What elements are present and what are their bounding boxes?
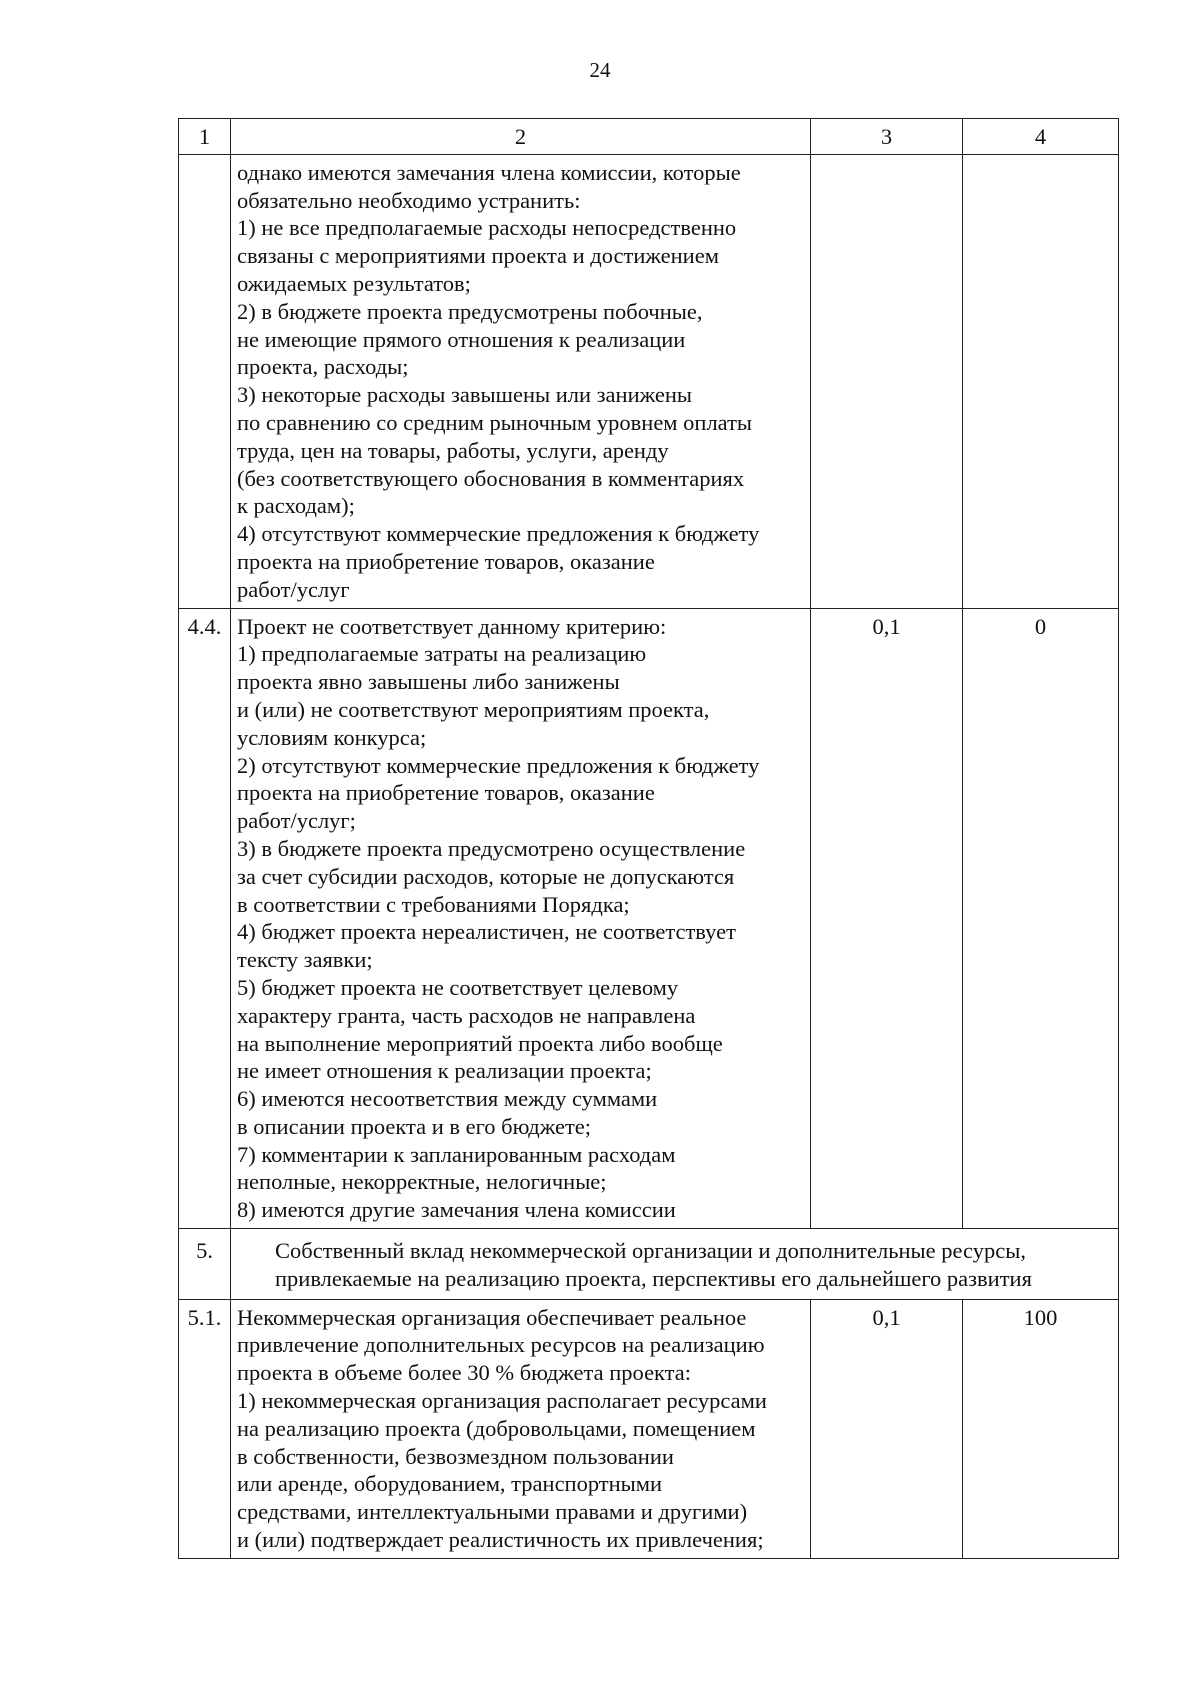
text-line: связаны с мероприятиями проекта и достижением xyxy=(237,243,719,269)
text-line: к расходам); xyxy=(237,493,355,519)
text-line: 5) бюджет проекта не соответствует целевому xyxy=(237,974,679,1000)
text-line: не имеет отношения к реализации проекта; xyxy=(237,1058,652,1084)
text-line: Некоммерческая организация обеспечивает реальное xyxy=(237,1304,747,1330)
text-line: по сравнению со средним рыночным уровнем оплаты xyxy=(237,409,753,435)
coefficient-cell: 0,1 xyxy=(811,608,963,1229)
text-line: в собственности, безвозмездном пользовании xyxy=(237,1443,674,1469)
row-number-cell: 4.4. xyxy=(179,608,231,1229)
column-header-1: 1 xyxy=(179,119,231,155)
text-line: условиям конкурса; xyxy=(237,724,427,750)
text-line: 7) комментарии к запланированным расходам xyxy=(237,1141,676,1167)
column-header-3: 3 xyxy=(811,119,963,155)
row-number-cell: 5. xyxy=(179,1229,231,1300)
score-cell: 100 xyxy=(963,1299,1119,1558)
text-line: 1) не все предполагаемые расходы непосредственно xyxy=(237,215,737,241)
table-row-4-4 xyxy=(179,608,1119,1229)
text-line: 3) некоторые расходы завышены или занижены xyxy=(237,382,693,408)
table-header-row xyxy=(179,119,1119,155)
text-line: тексту заявки; xyxy=(237,947,373,973)
column-header-4: 4 xyxy=(963,119,1119,155)
table-row-continuation xyxy=(179,154,1119,608)
text-line: Проект не соответствует данному критерию: xyxy=(237,613,667,639)
coefficient-cell xyxy=(811,154,963,608)
text-line: 8) имеются другие замечания члена комиссии xyxy=(237,1197,676,1223)
text-line: привлечение дополнительных ресурсов на реализацию xyxy=(237,1332,765,1358)
text-line: Собственный вклад некоммерческой организации и дополнительные ресурсы, xyxy=(275,1238,1026,1264)
criteria-table xyxy=(178,118,1119,1559)
row-number-cell xyxy=(179,154,231,608)
text-line: неполные, некорректные, нелогичные; xyxy=(237,1169,607,1195)
text-line: 1) некоммерческая организация располагает ресурсами xyxy=(237,1388,767,1414)
score-cell xyxy=(963,154,1119,608)
text-line: 3) в бюджете проекта предусмотрено осуществление xyxy=(237,835,746,861)
text-line: не имеющие прямого отношения к реализации xyxy=(237,326,686,352)
text-line: работ/услуг; xyxy=(237,808,356,834)
column-header-2: 2 xyxy=(231,119,811,155)
text-line: на выполнение мероприятий проекта либо вообще xyxy=(237,1030,723,1056)
criterion-text-cell xyxy=(231,1299,811,1558)
text-line: на реализацию проекта (добровольцами, помещением xyxy=(237,1415,756,1441)
text-line: и (или) подтверждает реалистичность их привлечения; xyxy=(237,1527,764,1553)
text-line: ожидаемых результатов; xyxy=(237,270,471,296)
score-cell: 0 xyxy=(963,608,1119,1229)
section-title-cell xyxy=(231,1229,1119,1300)
text-line: привлекаемые на реализацию проекта, перспективы его дальнейшего развития xyxy=(275,1265,1032,1291)
text-line: 2) отсутствуют коммерческие предложения к бюджету xyxy=(237,752,760,778)
text-line: проекта в объеме более 30 % бюджета проекта: xyxy=(237,1360,692,1386)
text-line: (без соответствующего обоснования в комментариях xyxy=(237,465,745,491)
text-line: или аренде, оборудованием, транспортными xyxy=(237,1471,663,1497)
coefficient-cell: 0,1 xyxy=(811,1299,963,1558)
text-line: 6) имеются несоответствия между суммами xyxy=(237,1086,658,1112)
text-line: средствами, интеллектуальными правами и другими) xyxy=(237,1499,748,1525)
criterion-text-cell xyxy=(231,154,811,608)
text-line: 2) в бюджете проекта предусмотрены побочные, xyxy=(237,298,703,324)
table-row-5-1 xyxy=(179,1299,1119,1558)
text-line: работ/услуг xyxy=(237,576,350,602)
text-line: в соответствии с требованиями Порядка; xyxy=(237,891,630,917)
text-line: 1) предполагаемые затраты на реализацию xyxy=(237,641,647,667)
page-number: 24 xyxy=(589,58,611,82)
table-row-section-5 xyxy=(179,1229,1119,1300)
text-line: за счет субсидии расходов, которые не допускаются xyxy=(237,863,735,889)
text-line: обязательно необходимо устранить: xyxy=(237,187,581,213)
text-line: проекта явно завышены либо занижены xyxy=(237,669,620,695)
text-line: проекта, расходы; xyxy=(237,354,409,380)
text-line: 4) бюджет проекта нереалистичен, не соответствует xyxy=(237,919,736,945)
criterion-text-cell xyxy=(231,608,811,1229)
row-number-cell: 5.1. xyxy=(179,1299,231,1558)
text-line: проекта на приобретение товаров, оказание xyxy=(237,780,655,806)
text-line: проекта на приобретение товаров, оказание xyxy=(237,548,655,574)
text-line: труда, цен на товары, работы, услуги, аренду xyxy=(237,437,669,463)
text-line: и (или) не соответствуют мероприятиям проекта, xyxy=(237,696,710,722)
text-line: в описании проекта и в его бюджете; xyxy=(237,1113,592,1139)
text-line: характеру гранта, часть расходов не направлена xyxy=(237,1002,696,1028)
text-line: однако имеются замечания члена комиссии, которые xyxy=(237,159,741,185)
text-line: 4) отсутствуют коммерческие предложения к бюджету xyxy=(237,521,760,547)
